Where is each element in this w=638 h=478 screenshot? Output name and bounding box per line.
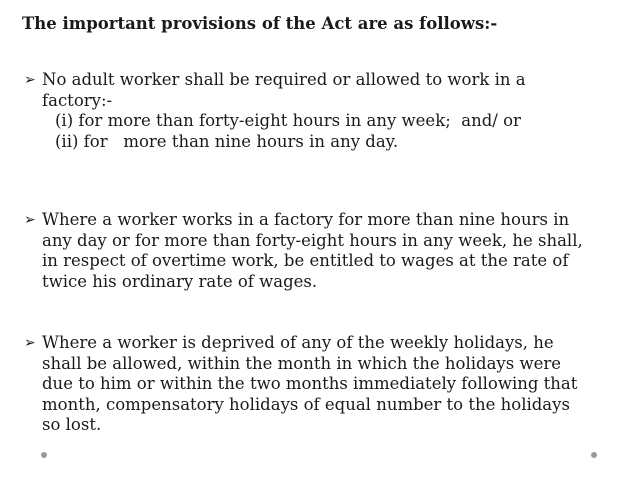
arrow-bullet-icon: ➢ (24, 335, 36, 351)
bullet-1-sub-item-1: (i) for more than forty-eight hours in any week; and/ or (55, 111, 521, 130)
decorative-dot-right (591, 452, 597, 458)
bullet-3-line-2: shall be allowed, within the month in which the holidays were (42, 353, 561, 373)
bullet-2-line-2: any day or for more than forty-eight hours in any week, he shall, (42, 230, 583, 250)
bullet-1-sub-item-2: (ii) for more than nine hours in any day. (55, 131, 399, 151)
bullet-item-2 (24, 210, 624, 292)
bullet-item-1 (24, 70, 624, 152)
bullet-1-line-2: factory:- (42, 90, 113, 110)
arrow-bullet-icon: ➢ (24, 212, 36, 228)
bullet-item-3 (24, 333, 624, 436)
arrow-bullet-icon: ➢ (24, 72, 36, 88)
bullet-2-line-1: Where a worker works in a factory for more than nine hours in (42, 210, 570, 229)
slide-title: The important provisions of the Act are as follows:- (22, 14, 498, 33)
bullet-2-line-4: twice his ordinary rate of wages. (42, 271, 318, 291)
bullet-3-line-5: so lost. (42, 415, 102, 434)
bullet-3-line-3: due to him or within the two months immediately following that (42, 374, 578, 393)
bullet-1-line-1: No adult worker shall be required or allowed to work in a (42, 70, 526, 89)
bullet-2-line-3: in respect of overtime work, be entitled to wages at the rate of (42, 251, 569, 270)
bullet-3-line-4: month, compensatory holidays of equal number to the holidays (42, 394, 570, 414)
decorative-dot-left (41, 452, 47, 458)
bullet-3-line-1: Where a worker is deprived of any of the weekly holidays, he (42, 333, 554, 352)
